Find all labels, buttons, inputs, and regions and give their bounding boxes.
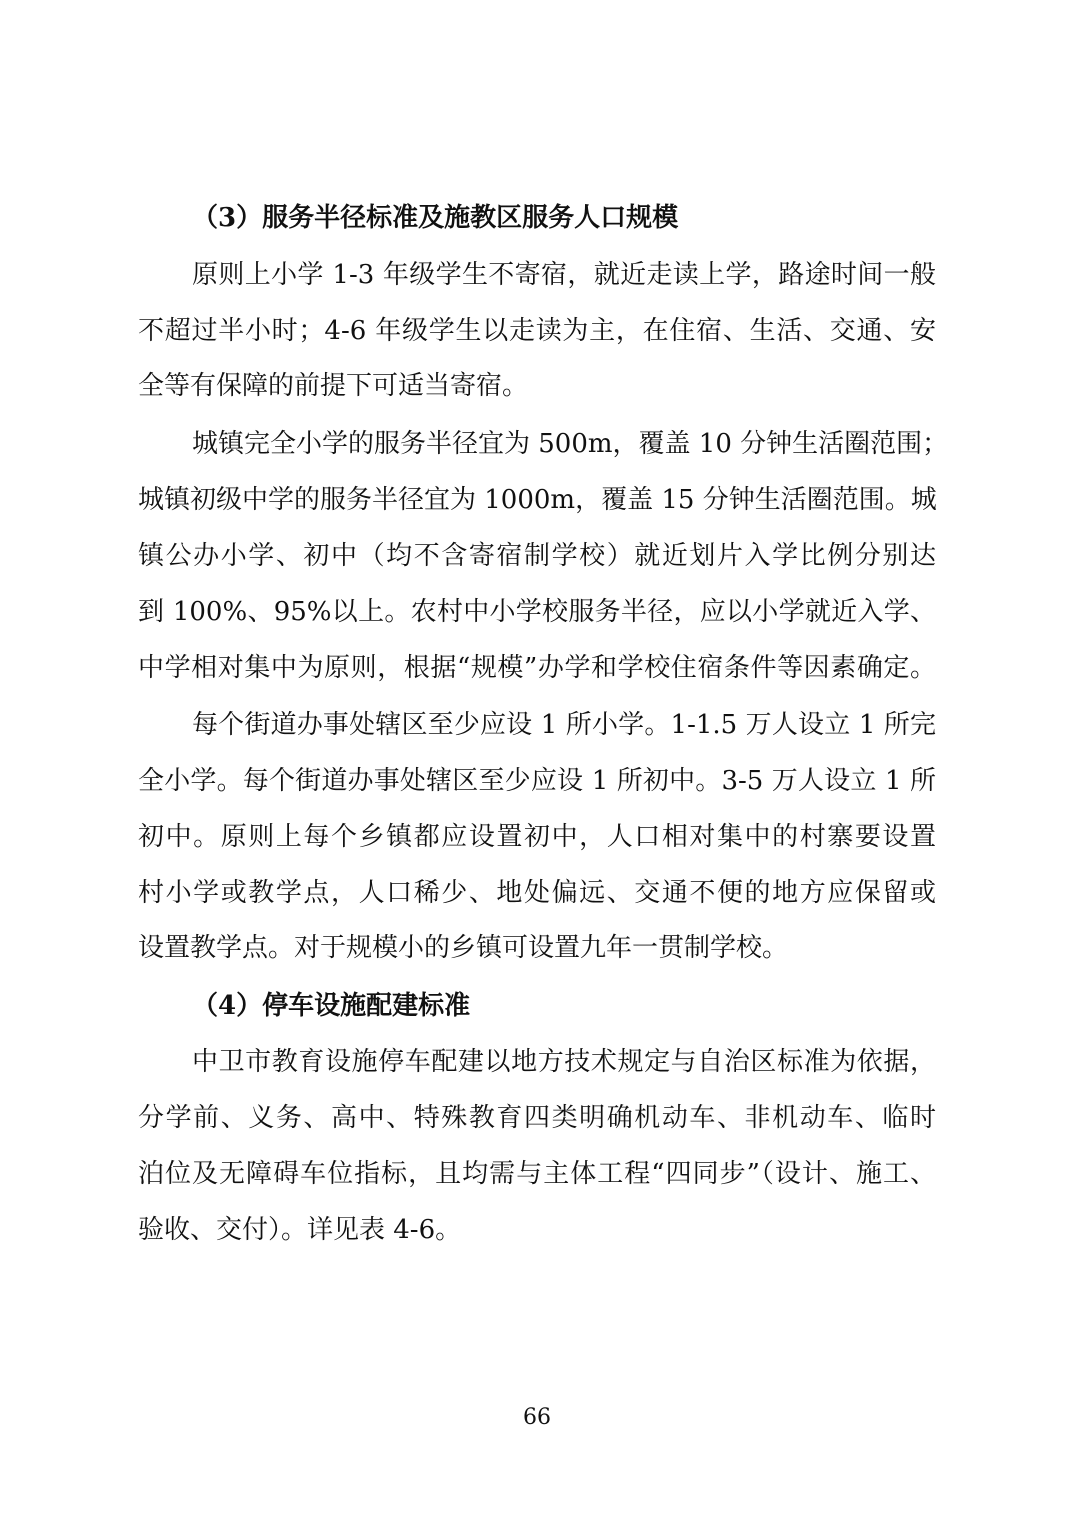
paragraph-1-line-2: 不超过半小时；4-6 年级学生以走读为主，在住宿、生活、交通、安 — [138, 316, 936, 346]
paragraph-4-line-2: 分学前、义务、高中、特殊教育四类明确机动车、非机动车、临时 — [138, 1103, 936, 1133]
paragraph-2-line-5: 中学相对集中为原则，根据“规模”办学和学校住宿条件等因素确定。 — [138, 653, 936, 683]
paragraph-4-line-3: 泊位及无障碍车位指标，且均需与主体工程“四同步”（设计、施工、 — [138, 1159, 936, 1189]
paragraph-3-line-4: 村小学或教学点，人口稀少、地处偏远、交通不便的地方应保留或 — [138, 878, 936, 908]
paragraph-4-line-4: 验收、交付）。详见表 4-6。 — [138, 1215, 462, 1245]
paragraph-4-line-1: 中卫市教育设施停车配建以地方技术规定与自治区标准为依据， — [192, 1047, 936, 1077]
paragraph-2-line-3: 镇公办小学、初中（均不含寄宿制学校）就近划片入学比例分别达 — [138, 541, 936, 571]
paragraph-3-line-1: 每个街道办事处辖区至少应设 1 所小学。1-1.5 万人设立 1 所完 — [192, 710, 936, 740]
paragraph-1-line-3: 全等有保障的前提下可适当寄宿。 — [138, 371, 529, 401]
paragraph-3-line-5: 设置教学点。对于规模小的乡镇可设置九年一贯制学校。 — [138, 933, 789, 963]
paragraph-1-line-1: 原则上小学 1-3 年级学生不寄宿，就近走读上学，路途时间一般 — [192, 260, 936, 290]
section-heading-3: （3）服务半径标准及施教区服务人口规模 — [192, 203, 679, 233]
paragraph-3-line-3: 初中。原则上每个乡镇都应设置初中，人口相对集中的村寨要设置 — [138, 822, 936, 852]
page-number: 66 — [523, 1405, 551, 1430]
paragraph-3-line-2: 全小学。每个街道办事处辖区至少应设 1 所初中。3-5 万人设立 1 所 — [138, 766, 936, 796]
paragraph-2-line-1: 城镇完全小学的服务半径宜为 500m，覆盖 10 分钟生活圈范围； — [192, 429, 949, 459]
paragraph-2-line-2: 城镇初级中学的服务半径宜为 1000m，覆盖 15 分钟生活圈范围。城 — [138, 485, 937, 515]
section-heading-4: （4）停车设施配建标准 — [192, 991, 471, 1021]
paragraph-2-line-4: 到 100%、95%以上。农村中小学校服务半径，应以小学就近入学、 — [138, 597, 936, 627]
